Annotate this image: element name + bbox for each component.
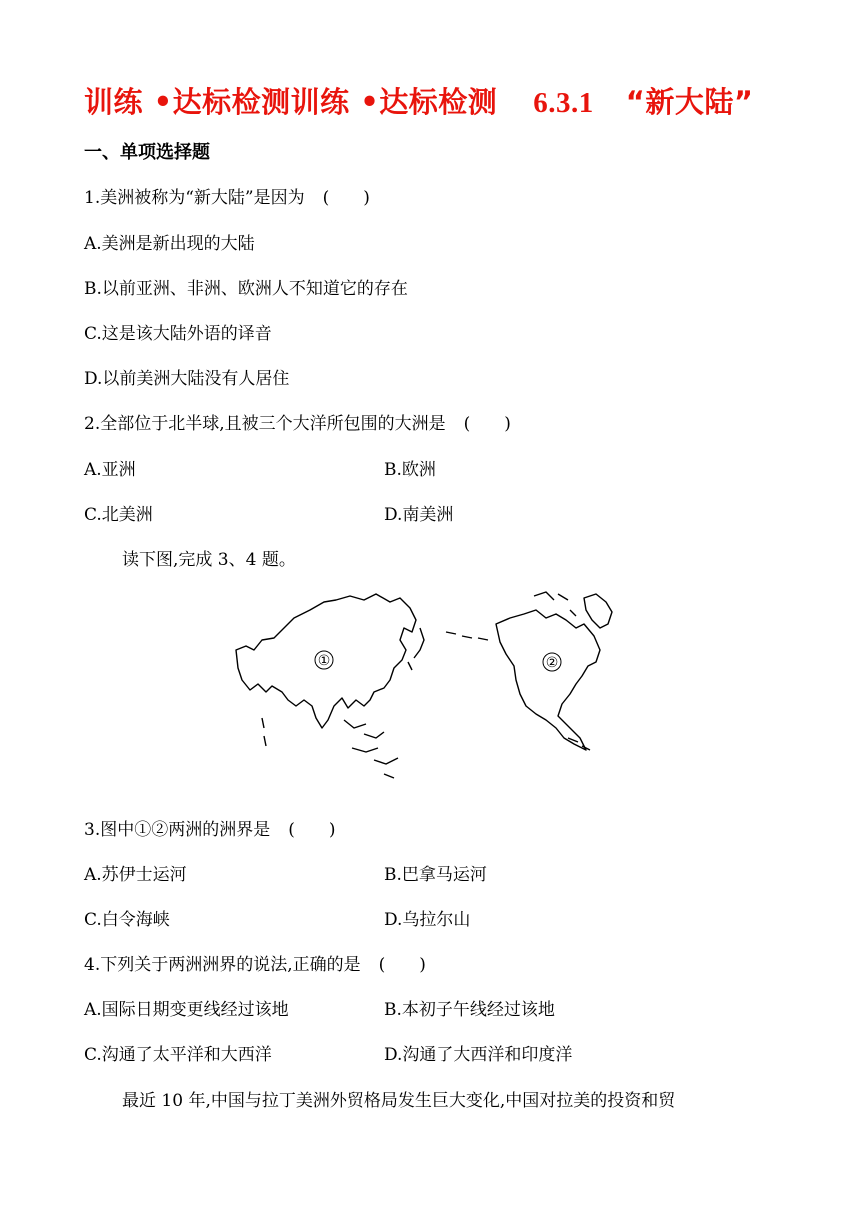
question-2-text: 2.全部位于北半球,且被三个大洋所包围的大洲是	[84, 414, 446, 434]
q3-option-c: C.白令海峡	[84, 910, 170, 930]
question-1-blank: ( )	[322, 188, 370, 208]
question-3-blank: ( )	[288, 820, 336, 840]
question-1-stem	[84, 183, 370, 208]
title-quote: “新大陆”	[625, 85, 754, 119]
question-4-text: 4.下列关于两洲洲界的说法,正确的是	[84, 955, 361, 975]
question-3-stem	[84, 815, 336, 840]
page-title	[84, 80, 824, 121]
continents-map	[224, 588, 624, 788]
q2-option-b: B.欧洲	[384, 460, 436, 480]
q2-option-a: A.亚洲	[84, 460, 136, 480]
indian-ocean-islands	[262, 718, 266, 746]
q1-option-a: A.美洲是新出现的大陆	[84, 234, 255, 254]
map-label-2: ②	[545, 655, 559, 671]
map-label-1: ①	[317, 653, 331, 669]
closing-paragraph: 最近 10 年,中国与拉丁美洲外贸格局发生巨大变化,中国对拉美的投资和贸	[122, 1091, 676, 1111]
japan-islands	[408, 628, 424, 670]
question-1-text: 1.美洲被称为“新大陆”是因为	[84, 188, 305, 208]
read-instruction: 读下图,完成 3、4 题。	[122, 550, 296, 570]
q3-option-d: D.乌拉尔山	[384, 910, 471, 930]
q1-option-b: B.以前亚洲、非洲、欧洲人不知道它的存在	[84, 279, 408, 299]
title-main: 训练 •达标检测训练 •达标检测	[84, 85, 498, 119]
section-heading: 一、单项选择题	[84, 142, 210, 163]
question-3-text: 3.图中①②两洲的洲界是	[84, 820, 271, 840]
southeast-asia-islands	[344, 720, 398, 778]
question-4-blank: ( )	[378, 955, 426, 975]
question-4-stem	[84, 950, 426, 975]
q4-option-b: B.本初子午线经过该地	[384, 1000, 555, 1020]
question-2-stem	[84, 409, 511, 434]
greenland-outline	[584, 594, 612, 628]
q3-option-a: A.苏伊士运河	[84, 865, 187, 885]
q4-option-d: D.沟通了大西洋和印度洋	[384, 1045, 573, 1065]
q1-option-c: C.这是该大陆外语的译音	[84, 324, 272, 344]
question-2-blank: ( )	[463, 414, 511, 434]
q2-option-c: C.北美洲	[84, 505, 153, 525]
q1-option-d: D.以前美洲大陆没有人居住	[84, 369, 290, 389]
q2-option-d: D.南美洲	[384, 505, 454, 525]
aleutian-islands	[446, 632, 488, 640]
title-code: 6.3.1	[533, 87, 594, 119]
q4-option-c: C.沟通了太平洋和大西洋	[84, 1045, 272, 1065]
q4-option-a: A.国际日期变更线经过该地	[84, 1000, 289, 1020]
q3-option-b: B.巴拿马运河	[384, 865, 487, 885]
caribbean-islands	[568, 738, 590, 750]
north-america-outline	[496, 610, 600, 750]
arctic-islands	[534, 592, 576, 616]
